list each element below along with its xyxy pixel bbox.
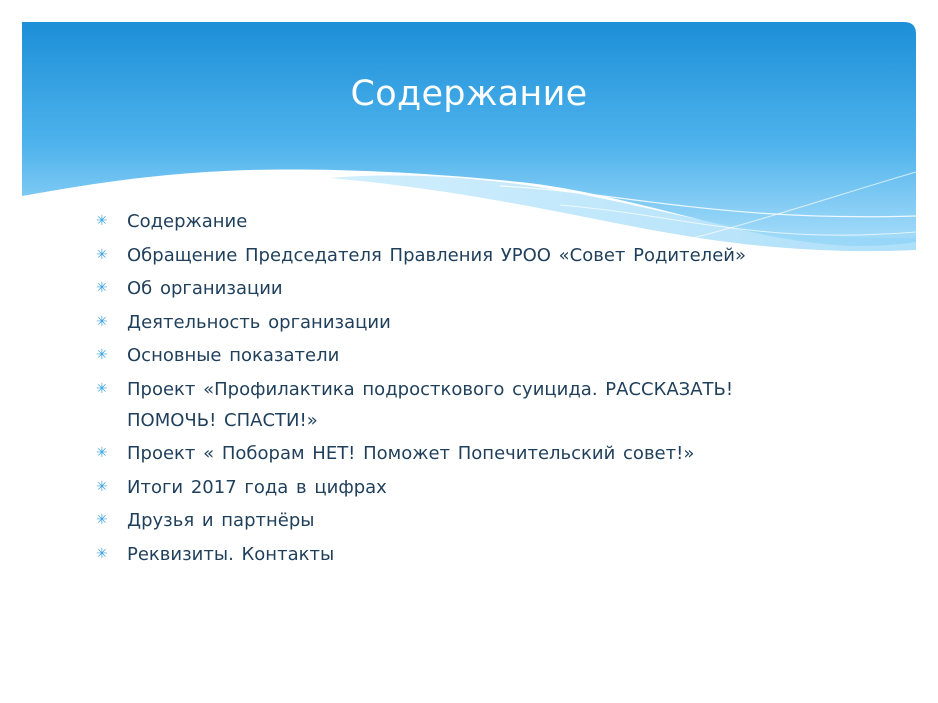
asterisk-bullet-icon: ✳ — [96, 380, 108, 397]
list-item-label: Реквизиты. Контакты — [127, 543, 335, 565]
list-item-label: Друзья и партнёры — [127, 510, 315, 531]
list-item — [96, 438, 856, 469]
list-item — [96, 240, 856, 271]
slide-title: Содержание — [350, 74, 588, 114]
list-item — [96, 206, 856, 237]
list-item-label: Обращение Председателя Правления УРОО «Совет Родителей» — [127, 244, 746, 266]
list-item-label: Об организации — [127, 278, 283, 299]
asterisk-bullet-icon: ✳ — [96, 478, 108, 495]
list-item-label: Содержание — [127, 211, 248, 232]
list-item — [96, 273, 856, 304]
list-item-label: Проект « Поборам НЕТ! Поможет Попечительский совет!» — [127, 443, 695, 464]
list-item — [96, 374, 856, 436]
list-item-label: Основные показатели — [127, 345, 340, 366]
list-item-label: Деятельность организации — [127, 311, 391, 333]
asterisk-bullet-icon: ✳ — [96, 545, 108, 562]
list-item-label: Итоги 2017 года в цифрах — [127, 476, 387, 498]
list-item — [96, 505, 856, 536]
list-item — [96, 539, 856, 570]
list-item — [96, 472, 856, 503]
asterisk-bullet-icon: ✳ — [96, 280, 108, 296]
list-item-label-line2: ПОМОЧЬ! СПАСТИ!» — [127, 409, 318, 431]
list-item-label-line1: Проект «Профилактика подросткового суицида. РАССКАЗАТЬ! — [127, 378, 734, 400]
asterisk-bullet-icon: ✳ — [96, 445, 108, 461]
asterisk-bullet-icon: ✳ — [96, 213, 108, 229]
list-item-label — [127, 374, 733, 436]
list-item — [96, 307, 856, 338]
asterisk-bullet-icon: ✳ — [96, 512, 108, 528]
list-item — [96, 340, 856, 371]
asterisk-bullet-icon: ✳ — [96, 313, 108, 330]
contents-list — [96, 206, 856, 572]
asterisk-bullet-icon: ✳ — [96, 347, 108, 363]
asterisk-bullet-icon: ✳ — [96, 246, 108, 263]
